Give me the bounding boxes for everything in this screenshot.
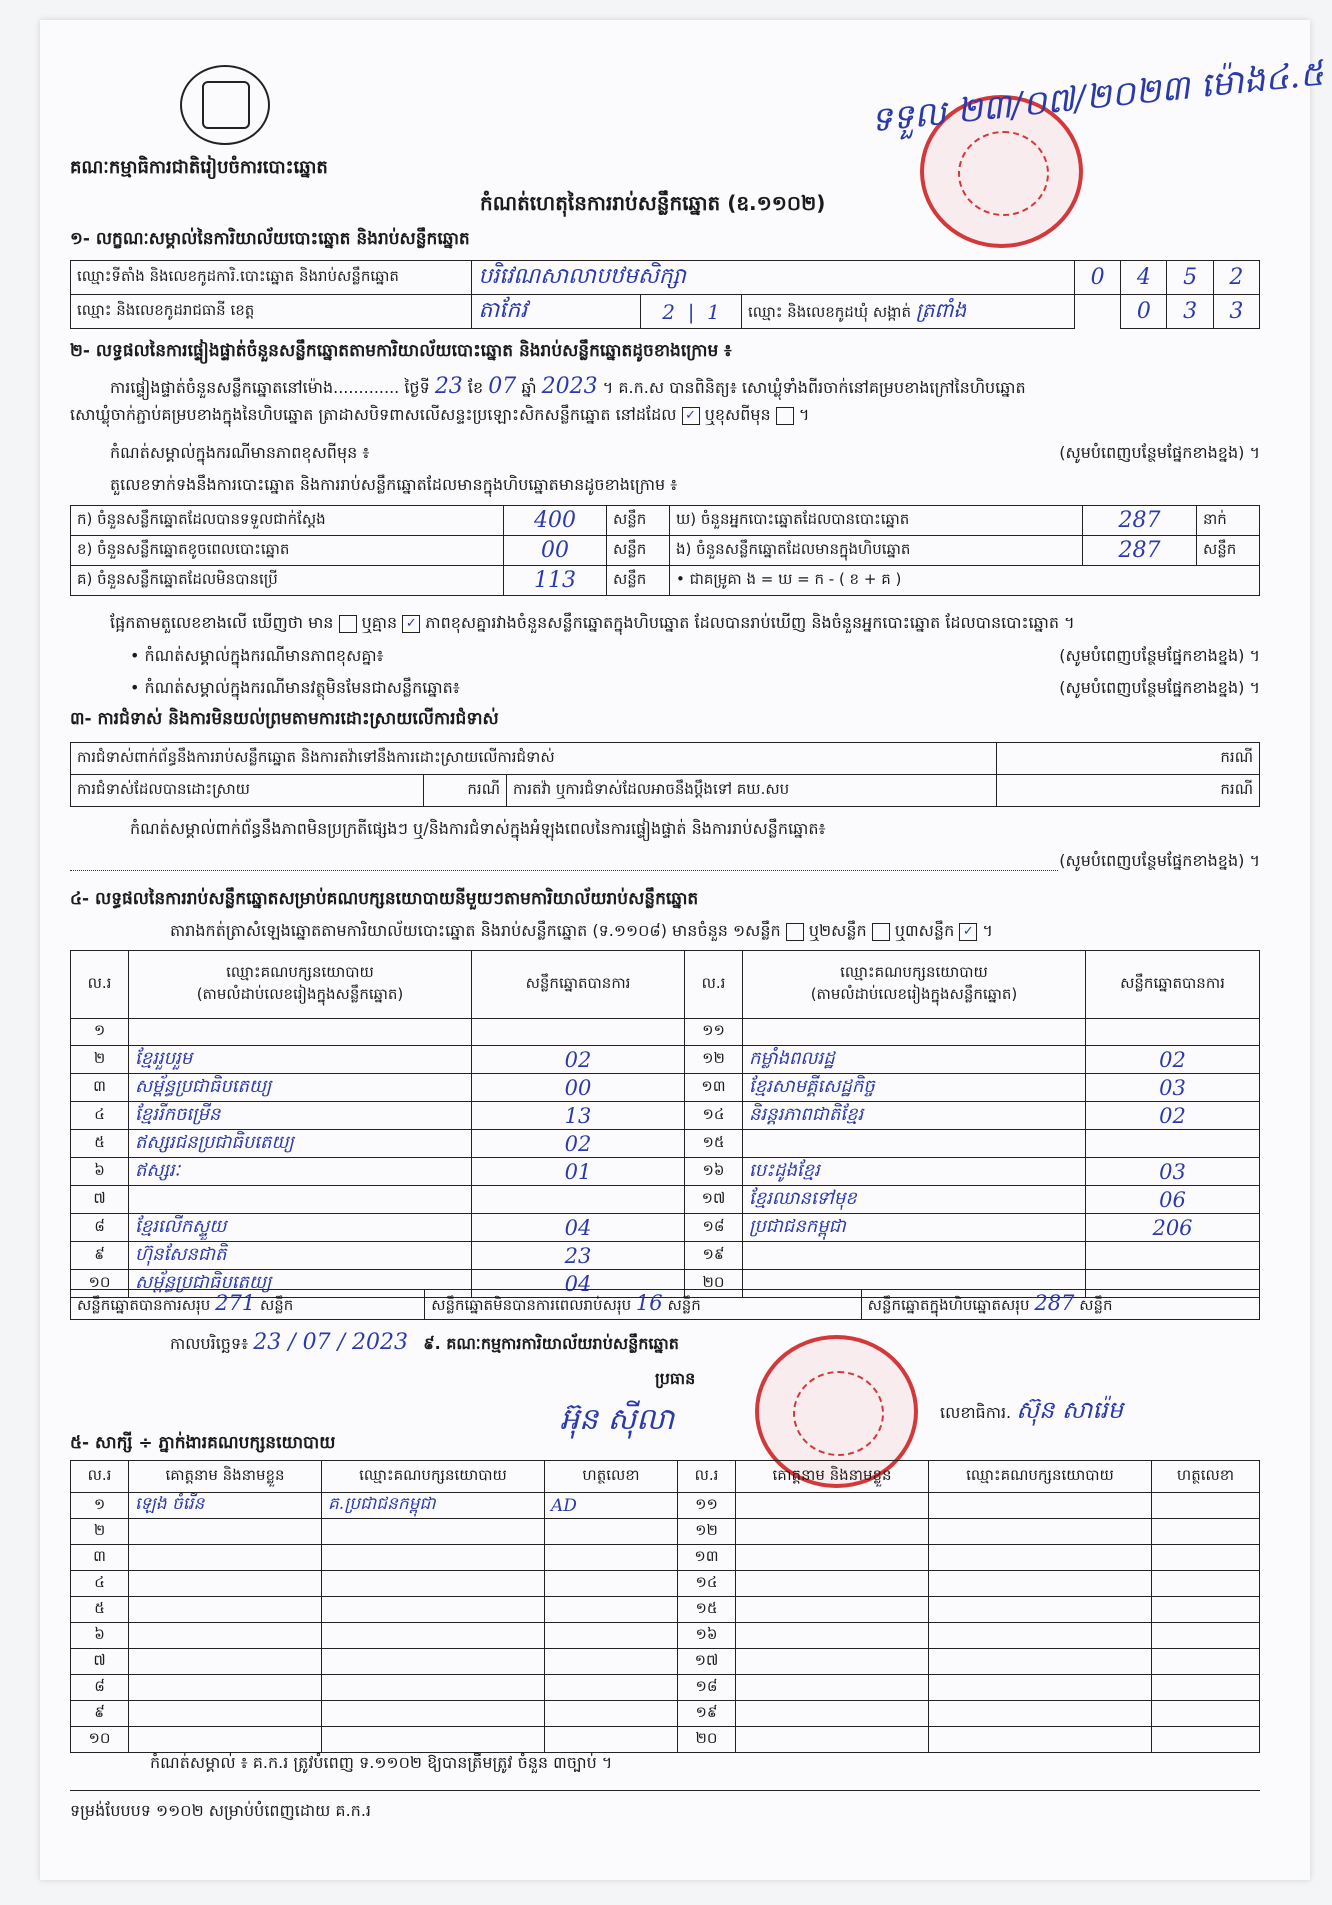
sheet-count-line: តារាងកត់ត្រាសំឡេងឆ្នោតតាមការិយាល័យបោះឆ្នោត និងរាប់សន្លឹកឆ្នោត (ទ.១១០៨) មានចំនួន ១សន្លឹក ឬ២សន្លឹក ឬ៣សន្លឹក ✓ ។: [170, 921, 993, 940]
witness-party: [322, 1623, 545, 1649]
witness-name: [736, 1493, 929, 1519]
witness-name: [736, 1649, 929, 1675]
witness-row: [71, 1493, 1260, 1519]
section4-heading: ៤- លទ្ធផលនៃការរាប់សន្លឹកឆ្នោតសម្រាប់គណបក្សនយោបាយនីមួយៗតាមការិយាល័យរាប់សន្លឹកឆ្នោត: [70, 889, 699, 909]
party-votes: 04: [472, 1214, 685, 1242]
party-votes: 03: [1086, 1074, 1260, 1102]
result-row: [71, 1186, 1260, 1214]
party-votes: 206: [1086, 1214, 1260, 1242]
footer-text: ទម្រង់បែបបទ ១១០២ សម្រាប់បំពេញដោយ គ.ក.រ: [70, 1801, 371, 1820]
results-table: [70, 950, 1260, 1298]
total-valid-value: 271: [215, 1291, 256, 1315]
row-number: ១០: [71, 1270, 129, 1298]
col-party: ឈ្មោះគណបក្សនយោបាយ: [322, 1461, 545, 1493]
bullet-foreign-object: [130, 677, 1260, 701]
row-number: ១៤: [685, 1102, 743, 1130]
row-number: ១៥: [678, 1597, 736, 1623]
witness-party: [929, 1493, 1152, 1519]
row-number: ១: [71, 1493, 129, 1519]
col-name: គោត្តនាម និងនាមខ្លួន: [129, 1461, 322, 1493]
counts-table: [70, 505, 1260, 596]
witness-row: [71, 1701, 1260, 1727]
party-votes: 02: [1086, 1046, 1260, 1074]
row-number: ៧: [71, 1649, 129, 1675]
total-valid-unit: សន្លឹក: [259, 1296, 294, 1314]
row-number: ៦: [71, 1623, 129, 1649]
witness-signature: [545, 1623, 678, 1649]
witness-row: [71, 1623, 1260, 1649]
received-note: ទទួល ២៣/០៧/២០២៣ ម៉ោង៤.៥: [868, 53, 1326, 141]
section1-table: ឈ្មោះទីតាំង និងលេខកូដការិ.បោះឆ្នោត និងរាប់សន្លឹកឆ្នោត បរិវេណសាលាបឋមសិក្សា 0 4 5 2 ឈ្មោះ និងលេខកូដរាជធានី ខេត្ត តាកែវ 2 | 1 ឈ្មោះ និងលេខកូដឃុំ សង្កាត់ ត្រពាំង 0 3 3: [70, 260, 1260, 329]
witness-party: [322, 1675, 545, 1701]
result-row: [71, 1158, 1260, 1186]
verification-year: 2023: [541, 374, 598, 399]
witness-party: [322, 1545, 545, 1571]
count-label: ឃ) ចំនួនអ្នកបោះឆ្នោតដែលបានបោះឆ្នោត: [670, 506, 1083, 536]
witness-name: [129, 1701, 322, 1727]
witness-name: [736, 1519, 929, 1545]
seal-text: សោឃ្លុំចាក់ភ្ជាប់គម្របខាងក្នុងនៃហិបឆ្នោត ត្រាដាសបិទពាសលើសន្ទះប្រឡោះសិកសន្លឹកឆ្នោត នៅដដែល: [70, 405, 677, 424]
count-unit: សន្លឹក: [607, 506, 670, 536]
form-title: កំណត់ហេតុនៃការរាប់សន្លឹកឆ្នោត (ឧ.១១០២): [480, 191, 826, 215]
resolved-unit: ករណី: [424, 775, 507, 807]
party-votes: 02: [472, 1130, 685, 1158]
witness-row: [71, 1519, 1260, 1545]
witness-name: [129, 1597, 322, 1623]
witness-signature: [1152, 1597, 1260, 1623]
secretary-line: [940, 1395, 1123, 1430]
bullet-foreign-label: • កំណត់សម្គាល់ក្នុងករណីមានវត្ថុមិនមែនជាសន្លឹកឆ្នោត៖: [130, 678, 460, 697]
site-value: បរិវេណសាលាបឋមសិក្សា: [472, 261, 1075, 295]
party-name: ខ្មែររីកចម្រើន: [129, 1102, 472, 1130]
party-votes: 01: [472, 1158, 685, 1186]
row-number: ១៧: [678, 1649, 736, 1675]
checkbox-three-sheets[interactable]: ✓: [959, 923, 977, 941]
witness-signature: [1152, 1545, 1260, 1571]
total-box-unit: សន្លឹក: [1079, 1296, 1113, 1314]
verification-text-2: ។ គ.ក.ស បានពិនិត្យ៖ សោឃ្លុំទាំងពីរចាក់នៅគម្របខាងក្រៅនៃហិបឆ្នោត: [602, 378, 1026, 397]
col-signature: ហត្ថលេខា: [545, 1461, 678, 1493]
witness-signature: [545, 1727, 678, 1753]
party-votes: 02: [1086, 1102, 1260, 1130]
party-votes: 23: [472, 1242, 685, 1270]
witness-row: [71, 1597, 1260, 1623]
witness-party: [322, 1701, 545, 1727]
row-number: ១៨: [685, 1214, 743, 1242]
verification-line: [110, 374, 1270, 401]
count-label: ង) ចំនួនសន្លឹកឆ្នោតដែលមានក្នុងហិបឆ្នោត: [670, 536, 1083, 566]
result-row: [71, 1102, 1260, 1130]
commune-code-digit: 3: [1167, 295, 1213, 329]
appeal-label: ការតវ៉ា ឬការជំទាស់ដែលអាចនឹងប្តឹងទៅ គឃ.សប: [507, 775, 997, 807]
witness-row: [71, 1545, 1260, 1571]
irregularity-line: [70, 850, 1260, 871]
row-number: ៨: [71, 1214, 129, 1242]
section1-heading: ១- លក្ខណៈសម្គាល់នៃការិយាល័យបោះឆ្នោត និងរាប់សន្លឹកឆ្នោត: [70, 229, 470, 249]
total-valid-label: សន្លឹកឆ្នោតបានការសរុប: [77, 1296, 211, 1314]
col-party: ឈ្មោះគណបក្សនយោបាយ: [929, 1461, 1152, 1493]
total-invalid-value: 16: [635, 1291, 663, 1315]
party-votes: [1086, 1242, 1260, 1270]
province-label: ឈ្មោះ និងលេខកូដរាជធានី ខេត្ត: [71, 295, 472, 329]
fill-hint: (សូមបំពេញបន្ថែមផ្នែកខាងខ្នង) ។: [1059, 850, 1260, 874]
row-number: ៥: [71, 1130, 129, 1158]
result-row: [71, 1130, 1260, 1158]
party-votes: 04: [472, 1270, 685, 1298]
witness-party: [322, 1597, 545, 1623]
col-signature: ហត្ថលេខា: [1152, 1461, 1260, 1493]
row-number: ១០: [71, 1727, 129, 1753]
total-invalid-label: សន្លឹកឆ្នោតមិនបានការពេលរាប់សរុប: [431, 1296, 632, 1314]
row-number: ២: [71, 1046, 129, 1074]
col-no: ល.រ: [71, 951, 129, 1019]
total-box-label: សន្លឹកឆ្នោតក្នុងហិបឆ្នោតសរុប: [867, 1296, 1030, 1314]
party-name: [743, 1130, 1086, 1158]
party-name: និរន្តរភាពជាតិខ្មែរ: [743, 1102, 1086, 1130]
witness-name: [736, 1675, 929, 1701]
comparison-text: ផ្អែកតាមតួលេខខាងលើ ឃើញថា មាន: [110, 613, 334, 632]
verification-month: 07: [488, 374, 517, 399]
party-name: កម្លាំងពលរដ្ឋ: [743, 1046, 1086, 1074]
year-label: ឆ្នាំ: [521, 378, 537, 397]
row-number: ១៩: [678, 1701, 736, 1727]
col-no: ល.រ: [685, 951, 743, 1019]
count-value: 113: [504, 566, 607, 596]
witness-row: [71, 1571, 1260, 1597]
col-party: ឈ្មោះគណបក្សនយោបាយ: [226, 962, 374, 981]
counts-intro: តួលេខទាក់ទងនឹងការបោះឆ្នោត និងការរាប់សន្លឹកឆ្នោតដែលមានក្នុងហិបឆ្នោតមានដូចខាងក្រោម ៖: [110, 475, 678, 494]
commune-label: ឈ្មោះ និងលេខកូដឃុំ សង្កាត់: [747, 302, 911, 321]
complaints-unit: ករណី: [997, 743, 1260, 775]
row-number: ១២: [685, 1046, 743, 1074]
party-name: [129, 1019, 472, 1046]
witness-signature: AD: [545, 1493, 678, 1519]
party-name: ប្រជាជនកម្ពុជា: [743, 1214, 1086, 1242]
row-number: ១៣: [685, 1074, 743, 1102]
row-number: ១៣: [678, 1545, 736, 1571]
count-label: ក) ចំនួនសន្លឹកឆ្នោតដែលបានទទួលជាក់ស្តែង: [71, 506, 504, 536]
sheet-count-text: តារាងកត់ត្រាសំឡេងឆ្នោតតាមការិយាល័យបោះឆ្នោត និងរាប់សន្លឹកឆ្នោត (ទ.១១០៨) មានចំនួន ១សន្លឹក: [170, 921, 781, 940]
difference-note-label: កំណត់សម្គាល់ក្នុងករណីមានភាពខុសពីមុន ៖: [110, 443, 370, 462]
section3-heading: ៣- ការជំទាស់ និងការមិនយល់ព្រមតាមការដោះស្រាយលើការជំទាស់: [70, 709, 499, 729]
witness-name: [736, 1623, 929, 1649]
col-name: គោត្តនាម និងនាមខ្លួន: [736, 1461, 929, 1493]
site-code-digit: 4: [1121, 261, 1167, 295]
bullet-difference-label: • កំណត់សម្គាល់ក្នុងករណីមានភាពខុសគ្នា៖: [130, 646, 384, 665]
difference-note-line: [110, 442, 1260, 466]
col-votes: សន្លឹកឆ្នោតបានការ: [1086, 951, 1260, 1019]
row-number: ២០: [678, 1727, 736, 1753]
count-value: 287: [1083, 536, 1197, 566]
commune-code-digit: 3: [1213, 295, 1259, 329]
party-name: [743, 1242, 1086, 1270]
witness-party: [322, 1571, 545, 1597]
witness-name: [129, 1571, 322, 1597]
site-code-digit: 0: [1074, 261, 1120, 295]
row-number: ១: [71, 1019, 129, 1046]
three-sheets-label: ឬ៣សន្លឹក: [894, 921, 955, 940]
fill-hint: (សូមបំពេញបន្ថែមផ្នែកខាងខ្នង) ។: [1059, 678, 1260, 697]
footer-divider: [70, 1790, 1260, 1791]
party-name: ខ្មែររួបរួម: [129, 1046, 472, 1074]
count-value: 287: [1083, 506, 1197, 536]
witness-signature: [545, 1675, 678, 1701]
witness-signature: [1152, 1519, 1260, 1545]
checkbox-changed[interactable]: [776, 407, 794, 425]
witness-party: [929, 1701, 1152, 1727]
witness-party: [322, 1519, 545, 1545]
party-name: ខ្មែរសាមគ្គីសេដ្ឋកិច្ច: [743, 1074, 1086, 1102]
row-number: ១៩: [685, 1242, 743, 1270]
province-code: 1: [707, 299, 720, 324]
irregularity-note: កំណត់សម្គាល់ពាក់ព័ន្ធនឹងភាពមិនប្រក្រតីផ្សេងៗ ឬ/និងការជំទាស់ក្នុងអំឡុងពេលនៃការផ្ទៀងផ្ទាត់ និងការរាប់សន្លឹកឆ្នោត៖: [130, 819, 826, 838]
count-unit: នាក់: [1197, 506, 1260, 536]
row-number: ២: [71, 1519, 129, 1545]
witness-name: [736, 1545, 929, 1571]
col-party: ឈ្មោះគណបក្សនយោបាយ: [840, 962, 988, 981]
col-votes: សន្លឹកឆ្នោតបានការ: [472, 951, 685, 1019]
party-name: បេះដូងខ្មែរ: [743, 1158, 1086, 1186]
result-row: [71, 1074, 1260, 1102]
witness-table: [70, 1460, 1260, 1753]
row-number: ១១: [678, 1493, 736, 1519]
witness-signature: [545, 1597, 678, 1623]
witness-signature: [1152, 1571, 1260, 1597]
signing-date-line: [170, 1330, 679, 1357]
row-number: ១៦: [685, 1158, 743, 1186]
party-votes: 02: [472, 1046, 685, 1074]
row-number: ១៤: [678, 1571, 736, 1597]
party-votes: 06: [1086, 1186, 1260, 1214]
two-sheets-label: ឬ២សន្លឹក: [808, 921, 867, 940]
witness-signature: [1152, 1675, 1260, 1701]
totals-table: [70, 1289, 1260, 1320]
checkbox-no-difference[interactable]: ✓: [402, 615, 420, 633]
col-no: ល.រ: [71, 1461, 129, 1493]
party-name: [743, 1019, 1086, 1046]
witness-party: [929, 1675, 1152, 1701]
result-row: [71, 1214, 1260, 1242]
witness-name: [129, 1519, 322, 1545]
verification-day: 23: [434, 374, 463, 399]
resolved-label: ការជំទាស់ដែលបានដោះស្រាយ: [71, 775, 424, 807]
signing-date-value: 23 / 07 / 2023: [253, 1330, 408, 1355]
witness-signature: [1152, 1727, 1260, 1753]
party-votes: [1086, 1019, 1260, 1046]
row-number: ១៥: [685, 1130, 743, 1158]
witness-name: [736, 1701, 929, 1727]
witness-party: [929, 1649, 1152, 1675]
province-code: 2: [662, 299, 675, 324]
appeal-unit: ករណី: [997, 775, 1260, 807]
witness-name: [129, 1623, 322, 1649]
count-value: 00: [504, 536, 607, 566]
signing-date-label: កាលបរិច្ឆេទ៖: [170, 1334, 249, 1353]
row-number: ៤: [71, 1571, 129, 1597]
row-number: ៦: [71, 1158, 129, 1186]
commune-value: ត្រពាំង: [915, 297, 967, 322]
witness-name: [736, 1727, 929, 1753]
emblem-icon: [180, 65, 270, 145]
row-number: ២០: [685, 1270, 743, 1298]
site-code-digit: 5: [1167, 261, 1213, 295]
chair-signature: អ៊ុន ស៊ីលា: [560, 1402, 675, 1437]
count-unit: សន្លឹក: [1197, 536, 1260, 566]
formula-note: • ជាគម្រូគា ង = ឃ = ក - ( ខ + គ ): [670, 566, 1260, 596]
party-votes: 00: [472, 1074, 685, 1102]
committee-label: ៩. គណៈកម្មការការិយាល័យរាប់សន្លឹកឆ្នោត: [423, 1334, 679, 1353]
witness-signature: [545, 1701, 678, 1727]
witness-name: [129, 1727, 322, 1753]
chair-label: ប្រធាន: [655, 1369, 696, 1388]
party-name: ខ្មែរលើកស្ទួយ: [129, 1214, 472, 1242]
witness-party: [322, 1649, 545, 1675]
party-votes: 03: [1086, 1158, 1260, 1186]
row-number: ១៦: [678, 1623, 736, 1649]
site-label: ឈ្មោះទីតាំង និងលេខកូដការិ.បោះឆ្នោត និងរាប់សន្លឹកឆ្នោត: [71, 261, 472, 295]
row-number: ១៨: [678, 1675, 736, 1701]
party-name: សម្ព័ន្ធប្រជាធិបតេយ្យ: [129, 1270, 472, 1298]
bullet-difference: [130, 645, 1260, 669]
checkbox-two-sheets[interactable]: [872, 923, 890, 941]
row-number: ៨: [71, 1675, 129, 1701]
witness-row: [71, 1649, 1260, 1675]
party-votes: 13: [472, 1102, 685, 1130]
witness-name: [129, 1675, 322, 1701]
count-label: គ) ចំនួនសន្លឹកឆ្នោតដែលមិនបានប្រើ: [71, 566, 504, 596]
commune-code-digit: 0: [1121, 295, 1167, 329]
witness-name: ឡេង ចំរើន: [129, 1493, 322, 1519]
witness-party: [929, 1519, 1152, 1545]
section2-heading: ២- លទ្ធផលនៃការផ្ទៀងផ្ទាត់ចំនួនសន្លឹកឆ្នោតតាមការិយាល័យបោះឆ្នោត និងរាប់សន្លឹកឆ្នោតដូចខាងក្រោម ៖: [70, 341, 732, 361]
org-name: គណៈកម្មាធិការជាតិរៀបចំការបោះឆ្នោត: [70, 157, 328, 178]
row-number: ៩: [71, 1701, 129, 1727]
comparison-text-2: ភាពខុសគ្នារវាងចំនួនសន្លឹកឆ្នោតក្នុងហិបឆ្នោត ដែលបានរាប់ឃើញ និងចំនួនអ្នកបោះឆ្នោត ដែលបានបោះឆ្នោត ។: [425, 613, 1075, 632]
party-votes: [1086, 1130, 1260, 1158]
secretary-signature: ស៊ុន សារ៉េម: [1016, 1396, 1123, 1424]
witness-party: [929, 1597, 1152, 1623]
witness-row: [71, 1727, 1260, 1753]
witness-party: [929, 1571, 1152, 1597]
count-value: 400: [504, 506, 607, 536]
witness-party: [929, 1623, 1152, 1649]
witness-signature: [545, 1649, 678, 1675]
row-number: ១១: [685, 1019, 743, 1046]
party-votes: [472, 1019, 685, 1046]
result-row: [71, 1019, 1260, 1046]
witness-signature: [545, 1545, 678, 1571]
section3-table: [70, 742, 1260, 807]
party-name: ឥស្សរៈ: [129, 1158, 472, 1186]
secretary-label: លេខាធិការ.: [940, 1403, 1012, 1422]
col-party-sub: (តាមលំដាប់លេខរៀងក្នុងសន្លឹកឆ្នោត): [196, 984, 404, 1003]
party-name: ឥស្សរជនប្រជាធិបតេយ្យ: [129, 1130, 472, 1158]
row-number: ៣: [71, 1545, 129, 1571]
row-number: ៥: [71, 1597, 129, 1623]
comparison-line: [110, 612, 1270, 636]
fill-hint: (សូមបំពេញបន្ថែមផ្នែកខាងខ្នង) ។: [1059, 646, 1260, 665]
row-number: ៣: [71, 1074, 129, 1102]
row-number: ៩: [71, 1242, 129, 1270]
witness-signature: [1152, 1493, 1260, 1519]
party-name: ហ៊ុនសែនជាតិ: [129, 1242, 472, 1270]
witness-name: [129, 1649, 322, 1675]
count-label: ខ) ចំនួនសន្លឹកឆ្នោតខូចពេលបោះឆ្នោត: [71, 536, 504, 566]
witness-signature: [545, 1519, 678, 1545]
province-value: តាកែវ: [472, 295, 641, 329]
party-name: សម្ព័ន្ធប្រជាធិបតេយ្យ: [129, 1074, 472, 1102]
witness-name: [736, 1571, 929, 1597]
row-number: ៤: [71, 1102, 129, 1130]
section5-heading: ៥- សាក្សី ÷ ភ្នាក់ងារគណបក្សនយោបាយ: [70, 1433, 336, 1453]
col-no: ល.រ: [678, 1461, 736, 1493]
party-name: ខ្មែរឈានទៅមុខ: [743, 1186, 1086, 1214]
col-party-sub: (តាមលំដាប់លេខរៀងក្នុងសន្លឹកឆ្នោត): [810, 984, 1018, 1003]
witness-row: [71, 1675, 1260, 1701]
result-row: [71, 1046, 1260, 1074]
witness-signature: [545, 1571, 678, 1597]
witness-signature: [1152, 1701, 1260, 1727]
witness-note: កំណត់សម្គាល់ ៖ គ.ក.រ ត្រូវបំពេញ ទ.១១០២ ឱ្យបានត្រឹមត្រូវ ចំនួន ៣ច្បាប់ ។: [150, 1753, 613, 1772]
seal-line: សោឃ្លុំចាក់ភ្ជាប់គម្របខាងក្នុងនៃហិបឆ្នោត ត្រាដាសបិទពាសលើសន្ទះប្រឡោះសិកសន្លឹកឆ្នោត នៅដដែល ✓ ឬខុសពីមុន ។: [70, 405, 810, 424]
total-invalid-unit: សន្លឹក: [667, 1296, 701, 1314]
witness-name: [129, 1545, 322, 1571]
row-number: ៧: [71, 1186, 129, 1214]
fill-hint: (សូមបំពេញបន្ថែមផ្នែកខាងខ្នង) ។: [1059, 443, 1260, 462]
witness-signature: [1152, 1623, 1260, 1649]
witness-signature: [1152, 1649, 1260, 1675]
total-box-value: 287: [1034, 1291, 1075, 1315]
site-code-digit: 2: [1213, 261, 1259, 295]
complaints-label: ការជំទាស់ពាក់ព័ន្ធនឹងការរាប់សន្លឹកឆ្នោត និងការតវ៉ាទៅនឹងការដោះស្រាយលើការជំទាស់: [71, 743, 997, 775]
row-number: ១២: [678, 1519, 736, 1545]
witness-name: [736, 1597, 929, 1623]
no-difference-label: ឬគ្មាន: [361, 613, 398, 632]
checkbox-has-difference[interactable]: [339, 615, 357, 633]
changed-label: ឬខុសពីមុន: [704, 405, 771, 424]
witness-party: [929, 1545, 1152, 1571]
row-number: ១៧: [685, 1186, 743, 1214]
result-row: [71, 1242, 1260, 1270]
count-unit: សន្លឹក: [607, 566, 670, 596]
month-label: ខែ: [467, 378, 484, 397]
witness-party: គ.ប្រជាជនកម្ពុជា: [322, 1493, 545, 1519]
verification-text: ការផ្ទៀងផ្ទាត់ចំនួនសន្លឹកឆ្នោតនៅម៉ោង............. ថ្ងៃទី: [110, 378, 430, 397]
party-votes: [472, 1186, 685, 1214]
witness-party: [322, 1727, 545, 1753]
checkbox-one-sheet[interactable]: [786, 923, 804, 941]
count-unit: សន្លឹក: [607, 536, 670, 566]
party-name: [129, 1186, 472, 1214]
checkbox-same[interactable]: ✓: [682, 407, 700, 425]
witness-party: [929, 1727, 1152, 1753]
